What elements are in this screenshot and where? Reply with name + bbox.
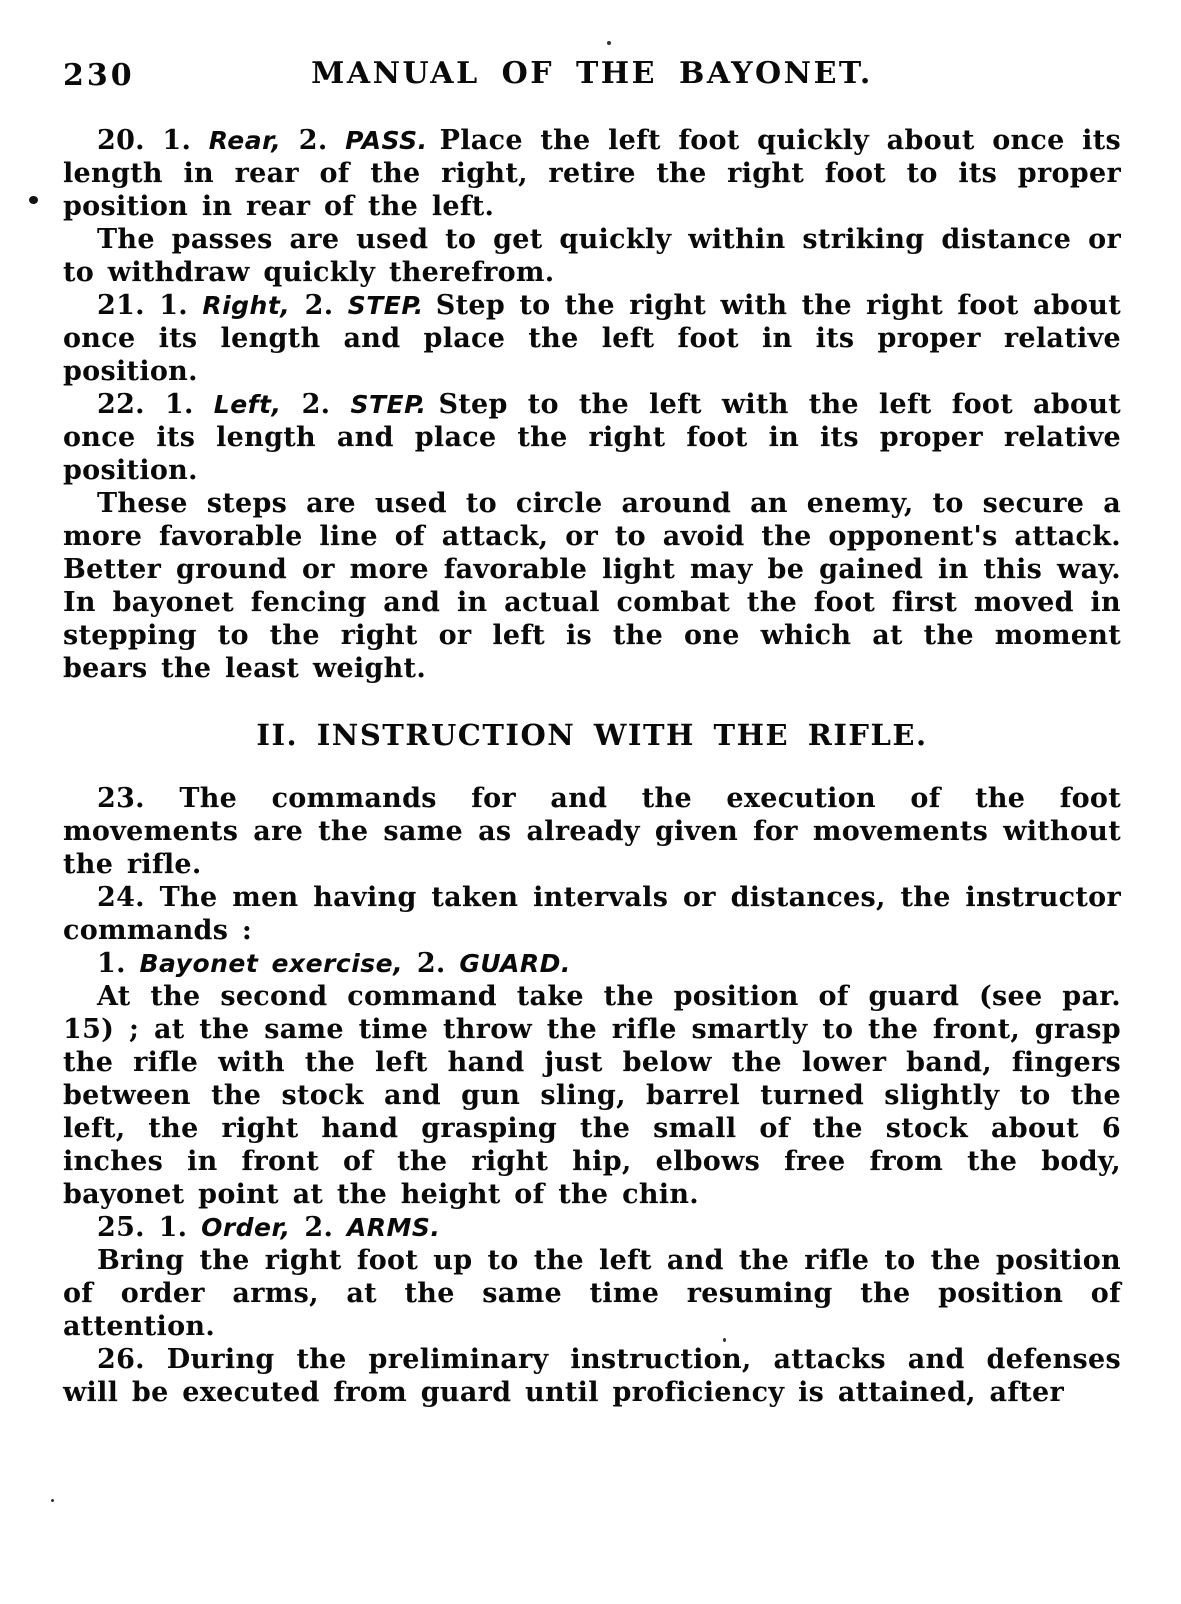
para-number: 26. — [97, 1344, 145, 1375]
page-number: 230 — [63, 58, 135, 93]
command-word: PASS. — [345, 126, 428, 155]
para-number: 23. — [97, 783, 145, 814]
para-text: Step to the left with the left foot about once its length and place the right foot in its proper relative position. — [63, 389, 1122, 486]
para-text: Place the left foot quickly about once its length in rear of the right, retire the right foot to its proper position in rear of the left. — [63, 125, 1122, 222]
paragraph-24-command — [63, 947, 1121, 980]
para-number: 25. — [97, 1212, 145, 1243]
running-title: MANUAL OF THE BAYONET. — [311, 56, 873, 91]
para-text: At the second command take the position of guard (see par. 15) ; at the same time throw the rifle smartly to the front, grasp the rifle with the left hand just below the lower band, fingers between the stock and gun sling, barrel turned slightly to the left, the right hand grasping the small of the stock about 6 inches in front of the right hip, elbows free from the body, bayonet point at the height of the chin. — [63, 981, 1121, 1210]
command-seq: 2. — [301, 389, 331, 420]
paragraph-20-note — [63, 223, 1121, 289]
para-text: These steps are used to circle around an enemy, to secure a more favorable line of attack, or to avoid the opponent's attack. Better ground or more favorable light may be gained in this way. In bayonet fencing and in actual combat the foot first moved in stepping to the right or left is the one which at the moment bears the least weight. — [63, 488, 1121, 684]
paragraph-25-body — [63, 1244, 1121, 1343]
para-text: Bring the right foot up to the left and the rifle to the position of order arms, at the same time resuming the position of attention. — [63, 1245, 1121, 1342]
command-seq: 2. — [304, 290, 334, 321]
command-seq: 2. — [298, 125, 328, 156]
para-number: 22. — [97, 389, 145, 420]
margin-mark — [29, 196, 38, 204]
command-seq: 2. — [304, 1212, 334, 1243]
command-seq: 1. — [158, 1212, 188, 1243]
scan-speck — [51, 1499, 54, 1502]
para-text: During the preliminary instruction, attacks and defenses will be executed from guard until proficiency is attained, after — [63, 1344, 1121, 1408]
command-word: Rear, — [208, 126, 282, 155]
para-text: The passes are used to get quickly within striking distance or to withdraw quickly therefrom. — [63, 224, 1121, 288]
page-body — [63, 124, 1121, 1409]
command-seq: 1. — [162, 125, 192, 156]
paragraph-23 — [63, 782, 1121, 881]
scan-speck — [607, 41, 611, 45]
paragraph-26 — [63, 1343, 1121, 1409]
command-word: ARMS. — [346, 1213, 441, 1242]
paragraph-22-note — [63, 487, 1121, 685]
command-seq: 1. — [97, 948, 126, 979]
para-number: 24. — [97, 882, 145, 913]
command-word: Bayonet exercise, — [139, 949, 404, 978]
paragraph-24-body — [63, 980, 1121, 1211]
command-word: Right, — [202, 291, 291, 320]
paragraph-22 — [63, 388, 1121, 487]
paragraph-21 — [63, 289, 1121, 388]
running-header — [63, 56, 1121, 96]
para-text: The commands for and the execution of the foot movements are the same as already given for movements without the rifle. — [63, 783, 1121, 880]
command-word: Order, — [201, 1213, 291, 1242]
command-word: GUARD. — [459, 949, 571, 978]
para-number: 20. — [97, 125, 145, 156]
command-word: STEP. — [350, 390, 427, 419]
command-seq: 1. — [159, 290, 188, 321]
paragraph-25 — [63, 1211, 1121, 1244]
para-text: The men having taken intervals or distances, the instructor commands : — [63, 882, 1121, 946]
command-seq: 1. — [164, 389, 194, 420]
command-word: STEP. — [347, 291, 424, 320]
command-word: Left, — [213, 390, 282, 419]
para-text: Step to the right with the right foot about once its length and place the left foot in its proper relative position. — [63, 290, 1122, 387]
command-seq: 2. — [416, 948, 446, 979]
section-heading: II. INSTRUCTION WITH THE RIFLE. — [256, 718, 928, 752]
paragraph-20 — [63, 124, 1121, 223]
paragraph-24 — [63, 881, 1121, 947]
para-number: 21. — [97, 290, 145, 321]
